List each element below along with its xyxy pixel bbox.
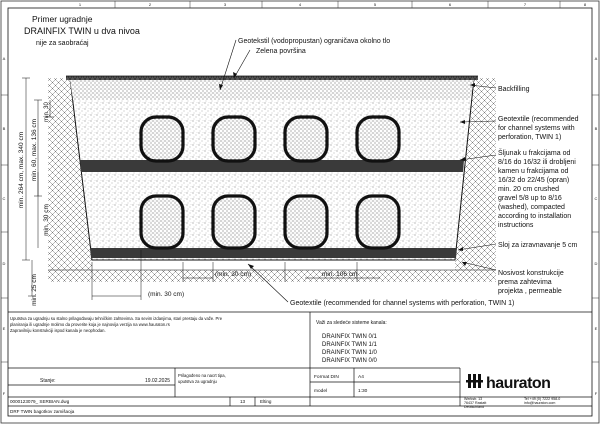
- row-label: F: [2, 391, 6, 396]
- type-item: DRAINFIX TWIN 1/1: [322, 342, 377, 348]
- sheet-number: 13: [240, 399, 246, 404]
- brand-name: hauraton: [486, 375, 551, 392]
- callout-line: 8/16 do 16/32 ili drobljeni: [498, 159, 576, 166]
- col-label: 5: [373, 2, 377, 7]
- drawing-name: DRF TWIN bagotkov zamišaoja: [10, 409, 75, 414]
- col-label: 4: [298, 2, 302, 7]
- row-label: F: [594, 391, 598, 396]
- contact-line: info@hauraton.com: [524, 401, 556, 405]
- types-header: Važi za sledeće sisteme kanala:: [316, 320, 387, 326]
- row-label: A: [2, 56, 6, 61]
- channel-unit: [141, 196, 183, 248]
- callout-line: Geotextile (recommended: [498, 116, 579, 123]
- status-date: 19.02.2025: [145, 378, 171, 384]
- address-line: Deutschland: [464, 405, 484, 409]
- callout-line: min. 20 cm crushed: [498, 186, 560, 193]
- channel-unit: [213, 196, 255, 248]
- col-label: 7: [523, 2, 527, 7]
- callout-line: kamen u frakcijama od: [498, 168, 569, 175]
- callout-line: Nosivost konstrukcije: [498, 270, 564, 277]
- remark-line: Prilagođeno na nacrt tipa,: [178, 373, 226, 378]
- dim-left-lower: min. 30 cm: [43, 204, 50, 236]
- row-label: D: [594, 261, 598, 266]
- callout-nosivost: [498, 270, 564, 295]
- callout-zelena: Zelena površina: [256, 48, 306, 55]
- title-line-1: Primer ugradnje: [32, 14, 93, 24]
- callout-geotextile-right: [498, 116, 579, 141]
- address-line: Werkstr. 13: [464, 397, 483, 401]
- col-label: 2: [148, 2, 152, 7]
- row-label: A: [594, 56, 598, 61]
- leveling-layer-lower: [90, 248, 457, 258]
- note-line: Zapravilniju konstrukciji ispod kanala je neophodan.: [10, 328, 106, 333]
- logo-mark-icon: [466, 374, 483, 388]
- backfill-layer: [70, 80, 474, 100]
- col-label: 6: [448, 2, 452, 7]
- format-value: A4: [358, 375, 364, 380]
- remark-line: uputstva za ugradnju: [178, 379, 217, 384]
- callout-sljunak: [498, 148, 576, 229]
- title-line-3: nije za saobraćaj: [36, 40, 89, 47]
- note-line: Uputstva za ugradnju su stalno prilagođavaju tehničkim zahtevima. Sa sevim izdanjima, stari prestaju da važe. Pre: [10, 316, 223, 321]
- callout-line: (washed), compacted: [498, 204, 565, 211]
- dim-left-bottom: min. 25 cm: [31, 274, 38, 306]
- callout-line: gravel 5/8 up to 8/16: [498, 195, 562, 202]
- hauraton-logo: [466, 374, 550, 392]
- callout-sloj: Sloj za izravnavanje 5 cm: [498, 242, 578, 249]
- channel-unit: [141, 117, 183, 161]
- dim-left-top: min. 30: [44, 102, 50, 122]
- green-surface: [66, 76, 478, 80]
- col-label: 1: [78, 2, 82, 7]
- channel-unit: [357, 196, 399, 248]
- callout-geotextile-bottom: Geotextile (recommended for channel systems with perforation, TWIN 1): [290, 300, 515, 307]
- row-label: B: [2, 126, 6, 131]
- callout-line: 16/32 do 22/45 (opran): [498, 177, 570, 184]
- subgrade: [48, 270, 496, 282]
- dim-bottom-30: (min. 30 cm): [148, 291, 185, 298]
- status-label: Stanje:: [40, 378, 56, 384]
- row-label: D: [2, 261, 6, 266]
- dim-left-mid: min. 60, max. 136 cm: [31, 118, 38, 182]
- callout-line: projekta , permeable: [498, 288, 562, 295]
- format-label: Format DIN: [314, 375, 339, 380]
- callout-line: perforation, TWIN 1): [498, 134, 562, 141]
- file-name: 0000123079_ SERBIAN.dwg: [10, 399, 70, 404]
- type-item: DRAINFIX TWIN 0/1: [322, 334, 377, 340]
- callout-line: for channel systems with: [498, 125, 575, 132]
- col-label: 3: [223, 2, 227, 7]
- callout-line: instructions: [498, 222, 534, 229]
- callout-geotekstil: Geotekstil (vodopropustan) ograničava okolno tlo: [238, 38, 391, 45]
- row-label: C: [594, 196, 598, 201]
- scale-label: model: [314, 389, 328, 394]
- type-item: DRAINFIX TWIN 1/0: [322, 350, 377, 356]
- dim-inner-30: (min. 30 cm): [215, 271, 252, 278]
- language: Elting: [260, 399, 272, 404]
- type-item: DRAINFIX TWIN 0/0: [322, 358, 377, 364]
- channel-unit: [357, 117, 399, 161]
- frame-column-labels: [79, 2, 587, 7]
- dim-left-outer: min. 264 cm, max. 340 cm: [18, 131, 25, 209]
- callout-line: Šljunak u frakcijama od: [498, 150, 571, 157]
- drawing-title: [24, 14, 140, 47]
- col-label: 8: [583, 2, 587, 7]
- title-block-types: [316, 320, 387, 364]
- channel-unit: [213, 117, 255, 161]
- leveling-layer-upper: [80, 160, 464, 172]
- contact-line: Tel +49 (0) 7222 958-0: [524, 397, 561, 401]
- row-label: E: [594, 326, 598, 331]
- callout-backfilling: Backfilling: [498, 86, 530, 93]
- address-line: 76437 Rastatt: [464, 401, 487, 405]
- scale-value: 1:30: [358, 389, 368, 394]
- row-label: E: [2, 326, 6, 331]
- callout-line: prema zahtevima: [498, 279, 552, 286]
- callout-line: according to installation: [498, 213, 572, 220]
- row-label: C: [2, 196, 6, 201]
- channel-unit: [285, 117, 327, 161]
- note-line: planiranja ili ugradnje molimo da proverite koja je najnovija verzija na www.hauraton.rs: [10, 322, 170, 327]
- dim-spacing-106: min. 106 cm: [322, 271, 358, 278]
- trench-section: [48, 76, 496, 282]
- row-label: B: [594, 126, 598, 131]
- title-line-2: DRAINFIX TWIN u dva nivoa: [24, 26, 140, 36]
- channel-unit: [285, 196, 327, 248]
- title-block-note: [10, 316, 223, 333]
